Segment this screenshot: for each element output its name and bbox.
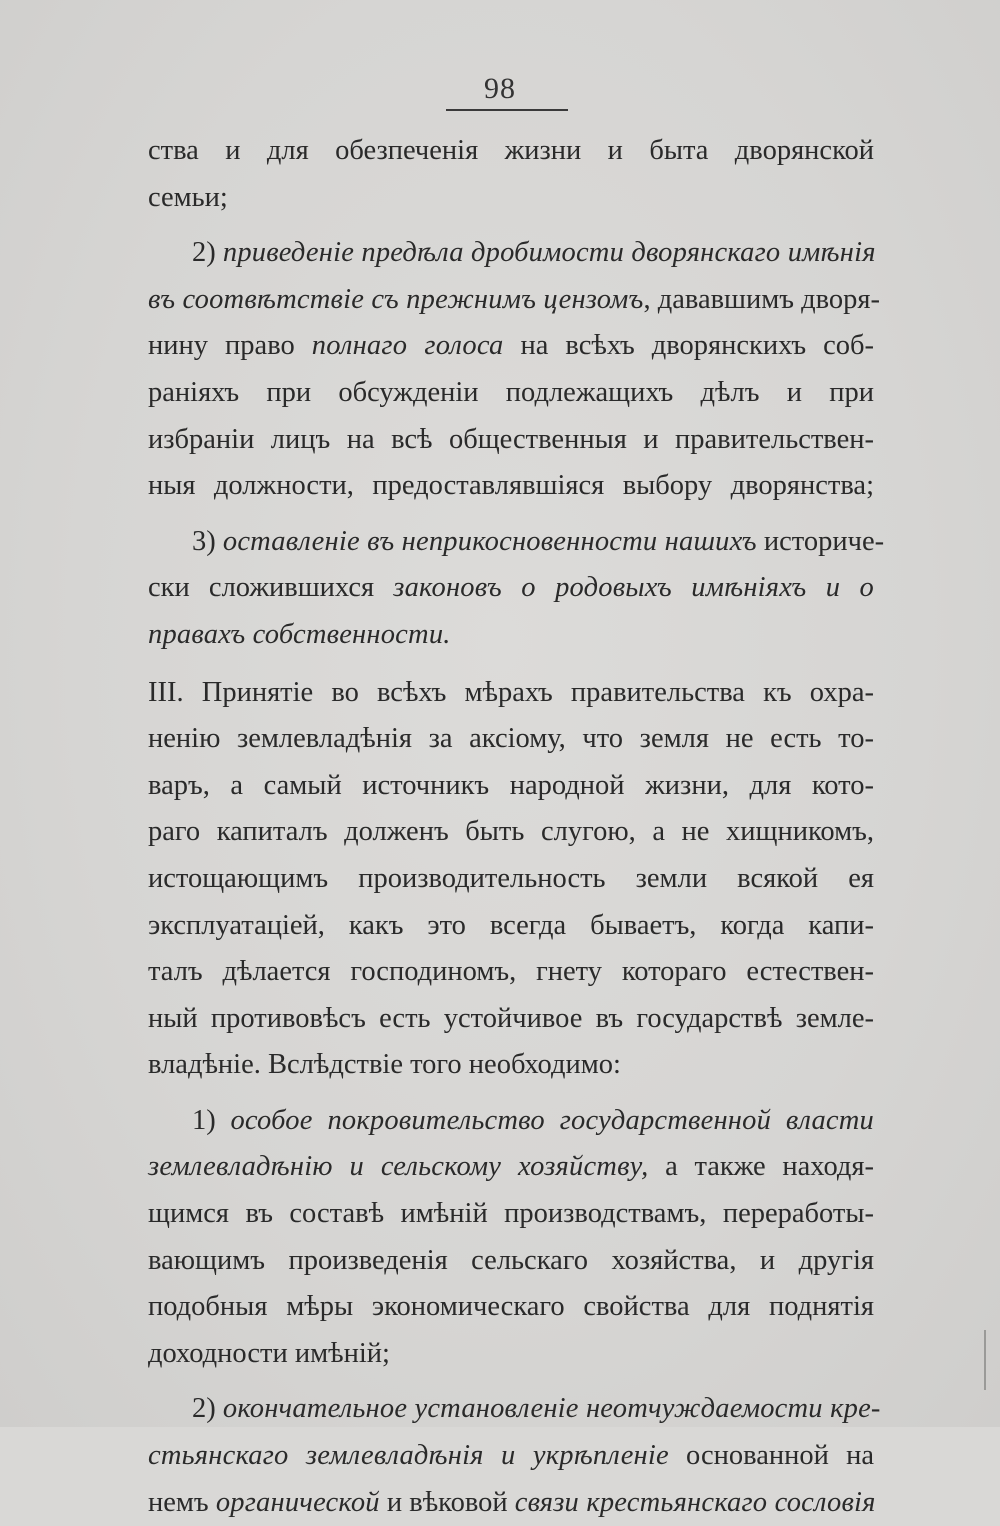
text-line xyxy=(148,370,874,417)
text-run: историче- xyxy=(756,525,885,557)
text-line xyxy=(148,519,885,566)
text-line xyxy=(148,1386,881,1433)
italic-run: законовъ о родовыхъ имѣніяхъ и о xyxy=(393,572,874,604)
text-line xyxy=(148,716,874,763)
text-run: на всѣхъ дворянскихъ соб- xyxy=(503,330,874,362)
text-line xyxy=(148,1331,874,1378)
text-line xyxy=(148,1433,874,1480)
text-line xyxy=(148,1042,874,1089)
text-run: талъ дѣлается господиномъ, гнету котораго естествен- xyxy=(148,956,874,988)
text-line xyxy=(148,763,874,810)
paragraph-item-3 xyxy=(148,519,885,659)
text-run: семьи; xyxy=(148,181,228,213)
italic-run: полнаго голоса xyxy=(311,330,504,362)
italic-run: приведеніе предѣла дробимости дворянскаго имѣнія xyxy=(222,237,876,269)
paragraph-gap xyxy=(148,1089,874,1098)
text-run: III. Принятіе во всѣхъ мѣрахъ правительства къ охра- xyxy=(148,676,874,708)
italic-run: оставленіе въ неприкосновенности нашихъ xyxy=(222,525,757,557)
text-line xyxy=(148,809,874,856)
text-line xyxy=(148,903,874,950)
text-line xyxy=(148,1480,874,1526)
paragraph-gap xyxy=(148,659,874,670)
italic-run: органической xyxy=(215,1486,380,1518)
text-run: ненію землевладѣнія за аксіому, что земля не есть то- xyxy=(148,723,874,755)
text-line xyxy=(148,230,874,277)
text-line xyxy=(148,1098,874,1145)
text-line xyxy=(148,417,874,464)
italic-run: особое покровительство государственной власти xyxy=(230,1104,874,1136)
paragraph-gap xyxy=(148,510,874,519)
paragraph-continuation xyxy=(148,128,874,221)
paragraph-gap xyxy=(148,1377,874,1386)
text-run: варъ, а самый источникъ народной жизни, для кото- xyxy=(148,769,874,801)
page-number: 98 xyxy=(484,72,516,105)
text-line xyxy=(148,996,874,1043)
text-run: подобныя мѣры экономическаго свойства для поднятія xyxy=(148,1291,874,1323)
text-run: ства и для обезпеченія жизни и быта дворянской xyxy=(148,135,874,166)
text-line xyxy=(148,949,874,996)
body-text xyxy=(148,128,885,1526)
text-run: раго капиталъ долженъ быть слугою, а не хищникомъ, xyxy=(148,816,874,848)
italic-run: землевладѣнію и сельскому хозяйству, xyxy=(148,1151,649,1183)
italic-run: связи крестьянскаго сословія xyxy=(514,1486,876,1518)
italic-run: стьянскаго землевладѣнія и укрѣпленіе xyxy=(148,1440,669,1472)
text-run: 1) xyxy=(192,1104,231,1136)
text-line xyxy=(148,175,874,222)
text-run: ски сложившихся xyxy=(148,572,394,604)
header-rule xyxy=(446,109,568,111)
text-run: 2) xyxy=(192,237,223,269)
text-run: доходности имѣній; xyxy=(148,1337,390,1369)
text-line xyxy=(148,1144,874,1191)
text-run: и вѣковой xyxy=(379,1486,515,1518)
text-run: а также находя- xyxy=(648,1151,874,1183)
scan-edge-mark xyxy=(984,1330,986,1390)
text-run: вающимъ произведенія сельскаго хозяйства, и другія xyxy=(148,1244,874,1276)
italic-run: окончательное установленіе неотчуждаемости кре- xyxy=(222,1393,881,1425)
text-line xyxy=(148,323,874,370)
text-run: эксплуатаціей, какъ это всегда бываетъ, когда капи- xyxy=(148,909,874,941)
text-line xyxy=(148,565,874,612)
text-run: избраніи лицъ на всѣ общественныя и правительствен- xyxy=(148,423,874,455)
italic-run: правахъ собственности. xyxy=(148,618,451,650)
text-line xyxy=(148,128,874,175)
text-run: , дававшимъ дворя- xyxy=(643,283,881,315)
text-run: ный противовѣсъ есть устойчивое въ государствѣ земле- xyxy=(148,1002,874,1034)
paragraph-item-1 xyxy=(148,1098,874,1378)
text-run: немъ xyxy=(148,1486,216,1518)
text-run: нину право xyxy=(148,330,312,362)
paragraph-gap xyxy=(148,221,874,230)
text-run: щимся въ составѣ имѣній производствамъ, переработы- xyxy=(148,1198,874,1230)
text-run: владѣніе. Вслѣдствіе того необходимо: xyxy=(148,1049,621,1081)
text-line xyxy=(148,856,874,903)
text-line xyxy=(148,277,881,324)
text-run: 2) xyxy=(192,1393,223,1425)
italic-run: въ соотвѣтствіе съ прежнимъ цензомъ xyxy=(148,283,644,315)
text-line xyxy=(148,463,874,510)
paragraph-section-iii xyxy=(148,670,874,1089)
text-run: раніяхъ при обсужденіи подлежащихъ дѣлъ и при xyxy=(148,376,874,408)
text-line xyxy=(148,1191,874,1238)
text-run: ныя должности, предоставлявшіяся выбору дворянства; xyxy=(148,470,874,502)
text-line xyxy=(148,1284,874,1331)
text-run: 3) xyxy=(192,525,223,557)
paragraph-item-2b xyxy=(148,1386,881,1526)
text-line xyxy=(148,670,874,717)
paragraph-item-2 xyxy=(148,230,881,510)
text-run: основанной на xyxy=(668,1440,874,1472)
text-line xyxy=(148,1238,874,1285)
text-line xyxy=(148,612,874,659)
text-run: истощающимъ производительность земли всякой ея xyxy=(148,862,874,894)
